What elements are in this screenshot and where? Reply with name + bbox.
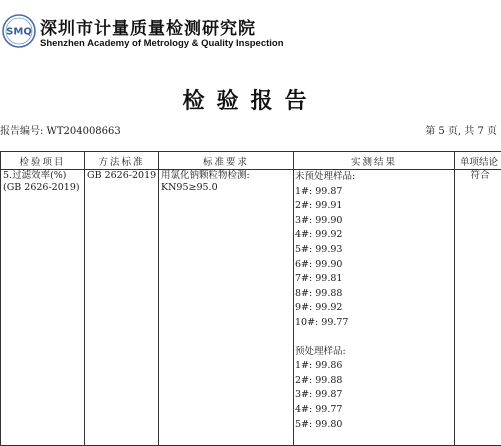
result-value: 4#: 99.92 (295, 229, 343, 241)
page-info: 第 5 页, 共 7 页 (425, 126, 497, 137)
header-requirement: 标准要求 (159, 152, 294, 170)
requirement-cell (159, 170, 294, 446)
report-number: 报告编号: WT204008663 (0, 126, 121, 137)
results-cell (294, 170, 455, 446)
header-results: 实测结果 (294, 152, 455, 170)
requirement-limit: KN95≥95.0 (161, 182, 218, 193)
result-value: 2#: 99.91 (295, 200, 343, 212)
header-verdict: 单项结论 (455, 152, 501, 170)
inspection-table (0, 151, 501, 446)
header-method: 方法标准 (85, 152, 159, 170)
result-value: 7#: 99.81 (295, 273, 343, 285)
result-value: 10#: 99.77 (295, 316, 349, 328)
results-group-title: 未预处理样品: (295, 171, 356, 182)
item-standard: (GB 2626-2019) (3, 182, 80, 193)
result-value: 8#: 99.88 (295, 287, 343, 299)
document-title: 检验报告 (182, 89, 319, 114)
org-name-en: Shenzhen Academy of Metrology & Quality Inspection (40, 38, 284, 49)
result-value: 4#: 99.77 (295, 403, 343, 415)
result-value: 5#: 99.80 (295, 418, 343, 430)
verdict-value: 符合 (470, 170, 490, 181)
org-name-cn: 深圳市计量质量检测研究院 (40, 19, 256, 39)
table-header-row (1, 152, 501, 170)
result-value: 9#: 99.92 (295, 302, 343, 314)
table-row (1, 170, 501, 446)
header-item: 检验项目 (1, 152, 85, 170)
requirement-method: 用氯化钠颗粒物检测: (161, 170, 250, 181)
result-value: 3#: 99.90 (295, 214, 343, 226)
result-value: 6#: 99.90 (295, 258, 343, 270)
item-name: 5.过滤效率(%) (3, 170, 67, 181)
verdict-cell (455, 170, 501, 446)
org-logo (2, 14, 36, 48)
method-standard: GB 2626-2019 (87, 170, 157, 181)
results-group-title: 预处理样品: (295, 345, 346, 357)
svg-text:SMQ: SMQ (6, 26, 32, 38)
results-spacer (294, 331, 454, 345)
result-value: 2#: 99.88 (295, 374, 343, 386)
result-value: 3#: 99.87 (295, 389, 343, 401)
method-cell (85, 170, 159, 446)
result-value: 1#: 99.87 (295, 185, 343, 197)
item-cell (1, 170, 85, 446)
result-value: 5#: 99.93 (295, 243, 343, 255)
result-value: 1#: 99.86 (295, 360, 343, 372)
